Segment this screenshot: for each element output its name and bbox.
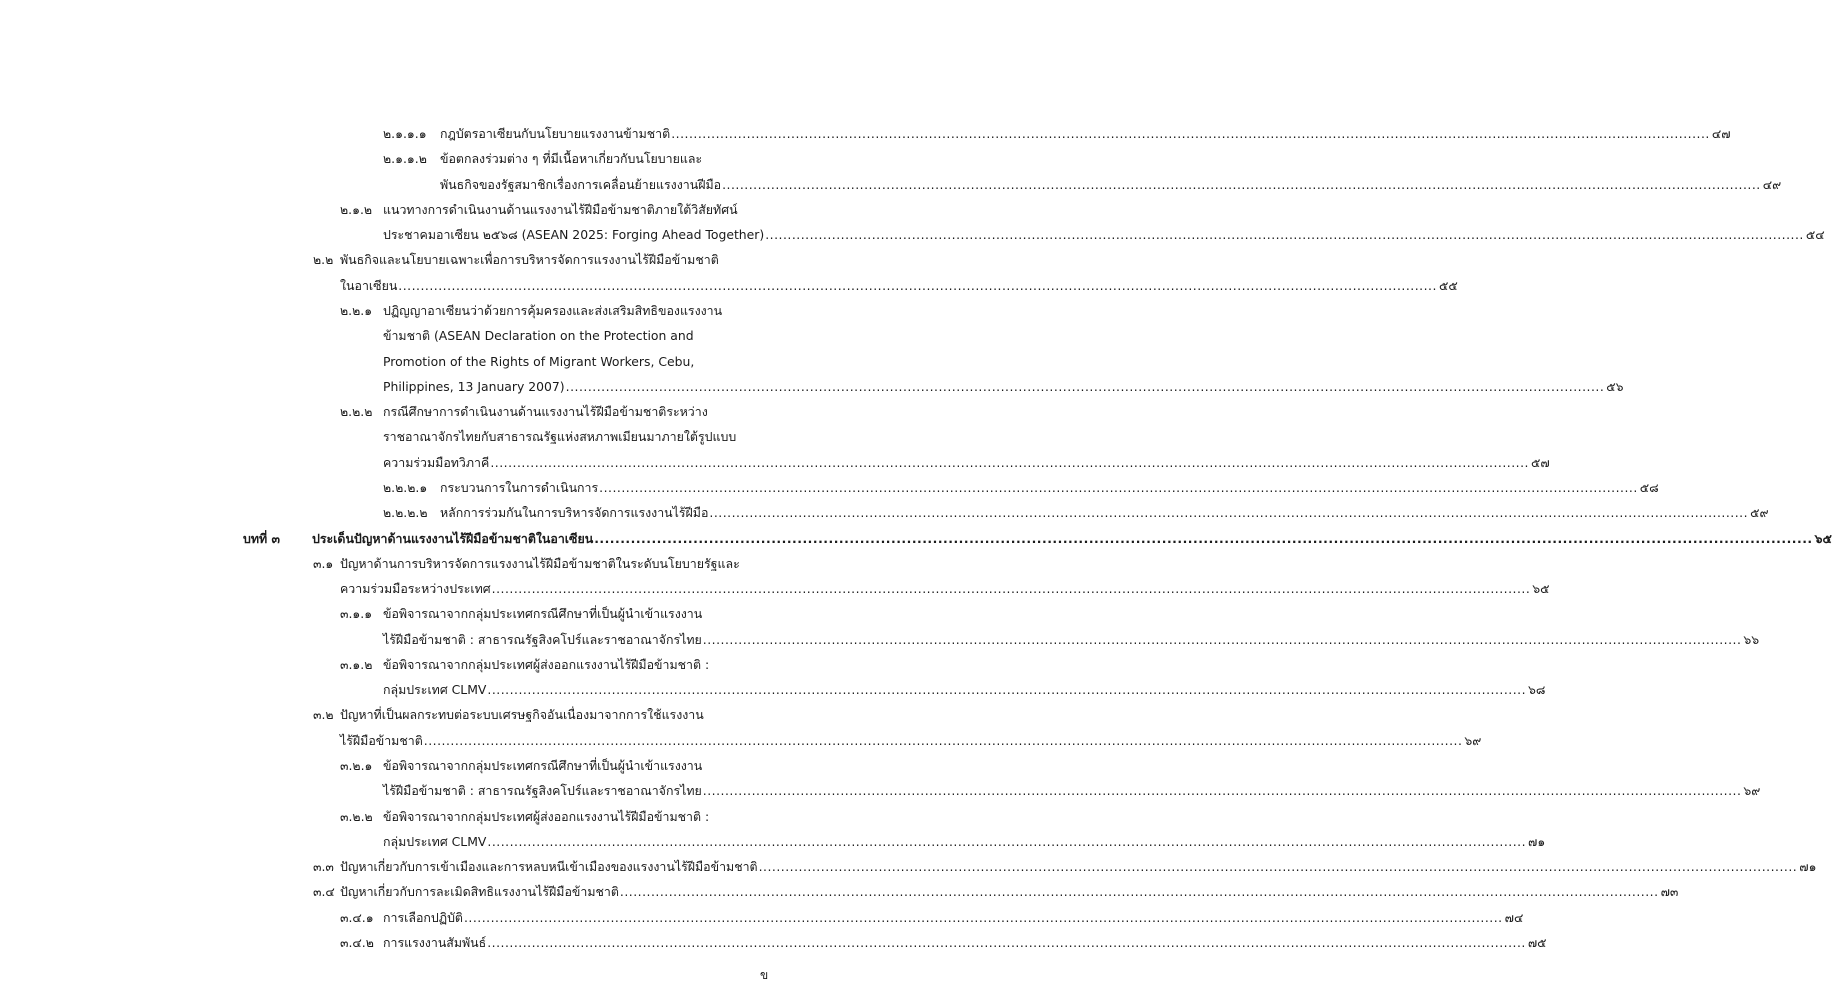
toc-entry-page: ๗๕ <box>1527 935 1547 950</box>
toc-entry-page: ๗๓ <box>1660 884 1679 899</box>
toc-entry-title: หลักการร่วมกันในการบริหารจัดการแรงงานไร้ฝีมือ <box>440 505 709 520</box>
toc-entry-title-with-leader <box>383 632 1760 648</box>
toc-entry-title-with-leader <box>383 379 1624 395</box>
dot-leader: .......................................................................................................................................................................................................................................... <box>758 859 1798 874</box>
toc-entry-title: กรณีศึกษาการดำเนินงานด้านแรงงานไร้ฝีมือข้ามชาติระหว่าง <box>383 404 708 419</box>
toc-entry-number: ๒.๑.๑.๒ <box>383 151 427 166</box>
dot-leader: .......................................................................................................................................................................................................................................... <box>487 834 1527 849</box>
toc-entry-number: ๓.๔ <box>313 884 335 899</box>
toc-entry-title-with-leader <box>383 455 1550 471</box>
toc-entry-title: ไร้ฝีมือข้ามชาติ : สาธารณรัฐสิงคโปร์และราชอาณาจักรไทย <box>383 632 702 647</box>
toc-entry-title: ปัญหาที่เป็นผลกระทบต่อระบบเศรษฐกิจอันเนื่องมาจากการใช้แรงงาน <box>340 707 704 722</box>
toc-entry-title: ข้อพิจารณาจากกลุ่มประเทศกรณีศึกษาที่เป็นผู้นำเข้าแรงงาน <box>383 758 703 773</box>
toc-entry-title: กระบวนการในการดำเนินการ <box>440 480 599 495</box>
toc-entry-title: แนวทางการดำเนินงานด้านแรงงานไร้ฝีมือข้ามชาติภายใต้วิสัยทัศน์ <box>383 202 738 217</box>
dot-leader: .......................................................................................................................................................................................................................................... <box>702 632 1742 647</box>
toc-entry-title: Promotion of the Rights of Migrant Workers, Cebu, <box>383 354 695 369</box>
toc-entry-page: ๔๗ <box>1711 126 1731 141</box>
toc-entry-page: ๖๘ <box>1528 682 1546 697</box>
toc-entry-title-with-leader <box>383 935 1547 951</box>
toc-entry-title: ความร่วมมือระหว่างประเทศ <box>340 581 491 596</box>
toc-entry-title: ความร่วมมือทวิภาคี <box>383 455 490 470</box>
dot-leader: .......................................................................................................................................................................................................................................... <box>490 455 1529 470</box>
toc-entry-title: Philippines, 13 January 2007) <box>383 379 565 394</box>
toc-entry-number: ๓.๒ <box>313 707 334 722</box>
toc-entry-title: ไร้ฝีมือข้ามชาติ <box>340 733 423 748</box>
toc-entry-title-with-leader <box>383 910 1524 926</box>
toc-entry-title: ปัญหาเกี่ยวกับการเข้าเมืองและการหลบหนีเข้าเมืองของแรงงานไร้ฝีมือข้ามชาติ <box>340 859 758 874</box>
toc-entry-page: ๖๙ <box>1464 733 1482 748</box>
toc-entry-title-with-leader <box>340 733 1482 749</box>
toc-entry-title-with-leader <box>440 126 1731 142</box>
toc-entry-title: ไร้ฝีมือข้ามชาติ : สาธารณรัฐสิงคโปร์และราชอาณาจักรไทย <box>383 783 702 798</box>
dot-leader: .......................................................................................................................................................................................................................................... <box>487 682 1527 697</box>
toc-entry-number: ๓.๑.๒ <box>340 657 373 672</box>
toc-entry-title: การเลือกปฏิบัติ <box>383 910 463 925</box>
toc-entry-title: ข้อพิจารณาจากกลุ่มประเทศกรณีศึกษาที่เป็นผู้นำเข้าแรงงาน <box>383 606 703 621</box>
dot-leader: .......................................................................................................................................................................................................................................... <box>702 783 1742 798</box>
toc-entry-title: ปฏิญญาอาเซียนว่าด้วยการคุ้มครองและส่งเสริมสิทธิของแรงงาน <box>383 303 723 318</box>
toc-entry-title: กลุ่มประเทศ CLMV <box>383 682 487 697</box>
toc-entry-page: ๕๖ <box>1606 379 1624 394</box>
toc-entry-number: ๒.๑.๒ <box>340 202 373 217</box>
toc-entry-page: ๖๖ <box>1743 632 1760 647</box>
toc-entry-title: ประชาคมอาเซียน ๒๕๖๘ (ASEAN 2025: Forging Ahead Together) <box>383 227 765 242</box>
dot-leader: .......................................................................................................................................................................................................................................... <box>565 379 1605 394</box>
page-number: ข <box>760 968 769 982</box>
dot-leader: .......................................................................................................................................................................................................................................... <box>487 935 1526 950</box>
toc-entry-number: ๒.๒.๑ <box>340 303 373 318</box>
dot-leader: .......................................................................................................................................................................................................................................... <box>463 910 1503 925</box>
dot-leader: .......................................................................................................................................................................................................................................... <box>709 505 1749 520</box>
toc-entry-page: ๕๔ <box>1805 227 1825 242</box>
toc-entry-title: ข้อตกลงร่วมต่าง ๆ ที่มีเนื้อหาเกี่ยวกับนโยบายและ <box>440 151 703 166</box>
toc-entry-title: กฎบัตรอาเซียนกับนโยบายแรงงานข้ามชาติ <box>440 126 671 141</box>
toc-entry-title-with-leader <box>340 278 1458 294</box>
toc-entry-title: ปัญหาเกี่ยวกับการละเมิดสิทธิแรงงานไร้ฝีมือข้ามชาติ <box>340 884 619 899</box>
toc-entry-page: ๗๑ <box>1528 834 1546 849</box>
toc-entry-number: ๓.๑ <box>313 556 334 571</box>
toc-entry-page: ๖๕ <box>1532 581 1550 596</box>
dot-leader: .......................................................................................................................................................................................................................................... <box>423 733 1463 748</box>
dot-leader: .......................................................................................................................................................................................................................................... <box>491 581 1531 596</box>
toc-entry-title: พันธกิจและนโยบายเฉพาะเพื่อการบริหารจัดการแรงงานไร้ฝีมือข้ามชาติ <box>340 252 719 267</box>
toc-entry-number: ๒.๒.๒ <box>340 404 373 419</box>
toc-entry-page: ๕๙ <box>1750 505 1769 520</box>
toc-entry-number: ๒.๑.๑.๑ <box>383 126 427 141</box>
toc-entry-number: ๒.๒.๒.๑ <box>383 480 428 495</box>
toc-entry-page: ๔๙ <box>1762 177 1782 192</box>
toc-entry-title-with-leader <box>383 227 1825 243</box>
toc-entry-title-with-leader <box>440 505 1769 521</box>
toc-entry-title-with-leader <box>312 531 1832 547</box>
toc-entry-title: พันธกิจของรัฐสมาชิกเรื่องการเคลื่อนย้ายแรงงานฝีมือ <box>440 177 722 192</box>
toc-entry-title-with-leader <box>340 581 1550 597</box>
toc-entry-page: ๕๕ <box>1438 278 1458 293</box>
dot-leader: .......................................................................................................................................................................................................................................... <box>765 227 1804 242</box>
toc-entry-title-with-leader <box>383 682 1546 698</box>
dot-leader: .......................................................................................................................................................................................................................................... <box>722 177 1761 192</box>
toc-entry-title: ข้ามชาติ (ASEAN Declaration on the Protection and <box>383 328 694 343</box>
dot-leader: .......................................................................................................................................................................................................................................... <box>599 480 1638 495</box>
toc-entry-page: ๖๕ <box>1814 531 1832 546</box>
toc-entry-title: ข้อพิจารณาจากกลุ่มประเทศผู้ส่งออกแรงงานไร้ฝีมือข้ามชาติ : <box>383 809 710 824</box>
toc-entry-page: ๗๔ <box>1504 910 1524 925</box>
toc-entry-number: ๒.๒ <box>313 252 334 267</box>
toc-entry-number: ๓.๔.๒ <box>340 935 374 950</box>
toc-entry-page: ๖๙ <box>1743 783 1761 798</box>
toc-entry-title: กลุ่มประเทศ CLMV <box>383 834 487 849</box>
toc-entry-number: ๒.๒.๒.๒ <box>383 505 428 520</box>
toc-entry-number: ๓.๑.๑ <box>340 606 373 621</box>
chapter-title: ประเด็นปัญหาด้านแรงงานไร้ฝีมือข้ามชาติในอาเซียน <box>312 531 594 546</box>
toc-entry-title-with-leader <box>340 884 1679 900</box>
toc-entry-title: ข้อพิจารณาจากกลุ่มประเทศผู้ส่งออกแรงงานไร้ฝีมือข้ามชาติ : <box>383 657 710 672</box>
toc-entry-title-with-leader <box>383 834 1546 850</box>
dot-leader: .......................................................................................................................................................................................................................................... <box>398 278 1437 293</box>
toc-entry-title-with-leader <box>440 480 1659 496</box>
dot-leader: .......................................................................................................................................................................................................................................... <box>671 126 1710 141</box>
toc-entry-number: ๓.๔.๑ <box>340 910 374 925</box>
dot-leader: .......................................................................................................................................................................................................................................... <box>594 531 1813 546</box>
toc-entry-title: ปัญหาด้านการบริหารจัดการแรงงานไร้ฝีมือข้ามชาติในระดับนโยบายรัฐและ <box>340 556 740 571</box>
toc-entry-page: ๕๗ <box>1530 455 1550 470</box>
toc-entry-title: ราชอาณาจักรไทยกับสาธารณรัฐแห่งสหภาพเมียนมาภายใต้รูปแบบ <box>383 429 737 444</box>
dot-leader: .......................................................................................................................................................................................................................................... <box>619 884 1659 899</box>
toc-entry-title: การแรงงานสัมพันธ์ <box>383 935 487 950</box>
toc-entry-title-with-leader <box>440 177 1782 193</box>
chapter-number: บทที่ ๓ <box>243 531 280 546</box>
toc-entry-number: ๓.๒.๑ <box>340 758 373 773</box>
toc-entry-title-with-leader <box>383 783 1761 799</box>
toc-entry-number: ๓.๓ <box>313 859 334 874</box>
toc-entry-title: ในอาเซียน <box>340 278 398 293</box>
toc-entry-number: ๓.๒.๒ <box>340 809 373 824</box>
toc-entry-page: ๕๘ <box>1639 480 1659 495</box>
toc-entry-title-with-leader <box>340 859 1817 875</box>
toc-entry-page: ๗๑ <box>1799 859 1817 874</box>
